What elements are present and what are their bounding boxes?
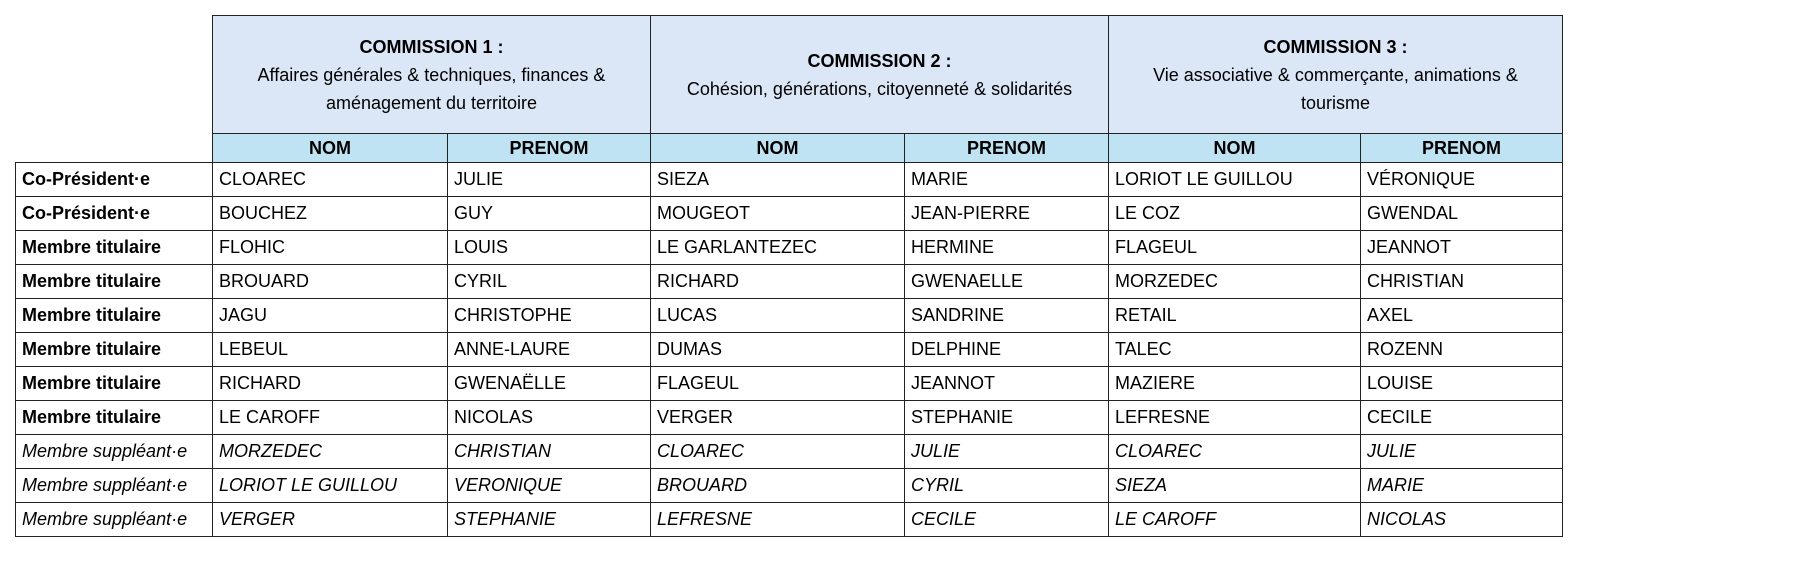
commission-2-nom: VERGER [651,401,905,435]
commission-2-nom: RICHARD [651,265,905,299]
commission-2-header [651,16,1109,134]
commission-1-nom: JAGU [213,299,448,333]
commission-1-nom: MORZEDEC [213,435,448,469]
table-body [16,163,1563,537]
commission-2-prenom: GWENAELLE [905,265,1109,299]
commission-2-prenom: SANDRINE [905,299,1109,333]
commission-2-prenom: STEPHANIE [905,401,1109,435]
table-row [16,435,1563,469]
commission-1-nom: LE CAROFF [213,401,448,435]
commission-3-prenom: LOUISE [1361,367,1563,401]
role-label: Co-Président·e [16,163,213,197]
commission-1-nom: BROUARD [213,265,448,299]
table-row [16,503,1563,537]
commission-1-prenom: CYRIL [448,265,651,299]
column-header-nom: NOM [213,134,448,163]
column-header-nom: NOM [1109,134,1361,163]
commission-3-prenom: JEANNOT [1361,231,1563,265]
commission-2-nom: CLOAREC [651,435,905,469]
commission-1-nom: FLOHIC [213,231,448,265]
commission-2-prenom: CYRIL [905,469,1109,503]
role-label: Membre titulaire [16,265,213,299]
commission-3-prenom: CHRISTIAN [1361,265,1563,299]
commission-3-nom: LORIOT LE GUILLOU [1109,163,1361,197]
role-label: Membre titulaire [16,333,213,367]
commission-3-nom: MAZIERE [1109,367,1361,401]
commission-3-prenom: ROZENN [1361,333,1563,367]
commission-1-header [213,16,651,134]
role-label: Membre suppléant·e [16,435,213,469]
commissions-table [15,15,1563,537]
commission-3-header [1109,16,1563,134]
table-row [16,333,1563,367]
commission-1-nom: LEBEUL [213,333,448,367]
commission-3-prenom: VÉRONIQUE [1361,163,1563,197]
commission-2-prenom: JEAN-PIERRE [905,197,1109,231]
commission-1-prenom: VERONIQUE [448,469,651,503]
commission-1-nom: VERGER [213,503,448,537]
role-label: Membre titulaire [16,401,213,435]
commission-2-nom: BROUARD [651,469,905,503]
empty-corner [16,16,213,134]
commission-2-nom: SIEZA [651,163,905,197]
commission-1-prenom: GUY [448,197,651,231]
role-label: Membre suppléant·e [16,469,213,503]
commission-1-prenom: CHRISTOPHE [448,299,651,333]
commission-3-prenom: CECILE [1361,401,1563,435]
commission-3-prenom: GWENDAL [1361,197,1563,231]
commission-1-nom: LORIOT LE GUILLOU [213,469,448,503]
commission-2-subtitle: Cohésion, générations, citoyenneté & solidarités [686,78,1073,99]
role-label: Co-Président·e [16,197,213,231]
commission-1-nom: BOUCHEZ [213,197,448,231]
commission-1-prenom: LOUIS [448,231,651,265]
commission-3-prenom: NICOLAS [1361,503,1563,537]
column-header-nom: NOM [651,134,905,163]
commission-1-prenom: GWENAËLLE [448,367,651,401]
commission-1-subtitle: Affaires générales & techniques, finances & aménagement du territoire [257,64,606,113]
commission-1-prenom: NICOLAS [448,401,651,435]
commission-3-prenom: MARIE [1361,469,1563,503]
table-row [16,231,1563,265]
commission-3-nom: LE COZ [1109,197,1361,231]
commission-1-nom: CLOAREC [213,163,448,197]
commission-3-title: COMMISSION 3 : [1263,36,1408,57]
commission-3-subtitle: Vie associative & commerçante, animations & tourisme [1153,64,1518,113]
commission-2-nom: MOUGEOT [651,197,905,231]
commission-3-prenom: JULIE [1361,435,1563,469]
commission-3-prenom: AXEL [1361,299,1563,333]
commission-3-nom: LEFRESNE [1109,401,1361,435]
role-label: Membre suppléant·e [16,503,213,537]
table-row [16,197,1563,231]
commission-1-prenom: CHRISTIAN [448,435,651,469]
commission-1-prenom: ANNE-LAURE [448,333,651,367]
commission-3-nom: RETAIL [1109,299,1361,333]
commission-2-prenom: JEANNOT [905,367,1109,401]
column-header-prenom: PRENOM [905,134,1109,163]
empty-corner-2 [16,134,213,163]
commission-2-nom: FLAGEUL [651,367,905,401]
role-label: Membre titulaire [16,231,213,265]
commission-2-prenom: DELPHINE [905,333,1109,367]
commission-2-nom: LUCAS [651,299,905,333]
commission-2-nom: LE GARLANTEZEC [651,231,905,265]
commission-2-prenom: HERMINE [905,231,1109,265]
commission-3-nom: TALEC [1109,333,1361,367]
commission-3-nom: MORZEDEC [1109,265,1361,299]
commission-2-nom: DUMAS [651,333,905,367]
table-row [16,469,1563,503]
column-header-prenom: PRENOM [1361,134,1563,163]
commission-2-prenom: JULIE [905,435,1109,469]
commission-3-nom: SIEZA [1109,469,1361,503]
commission-1-prenom: JULIE [448,163,651,197]
role-label: Membre titulaire [16,367,213,401]
role-label: Membre titulaire [16,299,213,333]
commission-1-title: COMMISSION 1 : [359,36,504,57]
commission-2-prenom: MARIE [905,163,1109,197]
table-row [16,163,1563,197]
commission-2-nom: LEFRESNE [651,503,905,537]
commission-2-prenom: CECILE [905,503,1109,537]
table-row [16,265,1563,299]
commission-3-nom: CLOAREC [1109,435,1361,469]
table-row [16,299,1563,333]
commission-1-nom: RICHARD [213,367,448,401]
commission-3-nom: LE CAROFF [1109,503,1361,537]
commission-2-title: COMMISSION 2 : [807,50,952,71]
commission-1-prenom: STEPHANIE [448,503,651,537]
table-row [16,401,1563,435]
commission-3-nom: FLAGEUL [1109,231,1361,265]
column-header-prenom: PRENOM [448,134,651,163]
table-row [16,367,1563,401]
